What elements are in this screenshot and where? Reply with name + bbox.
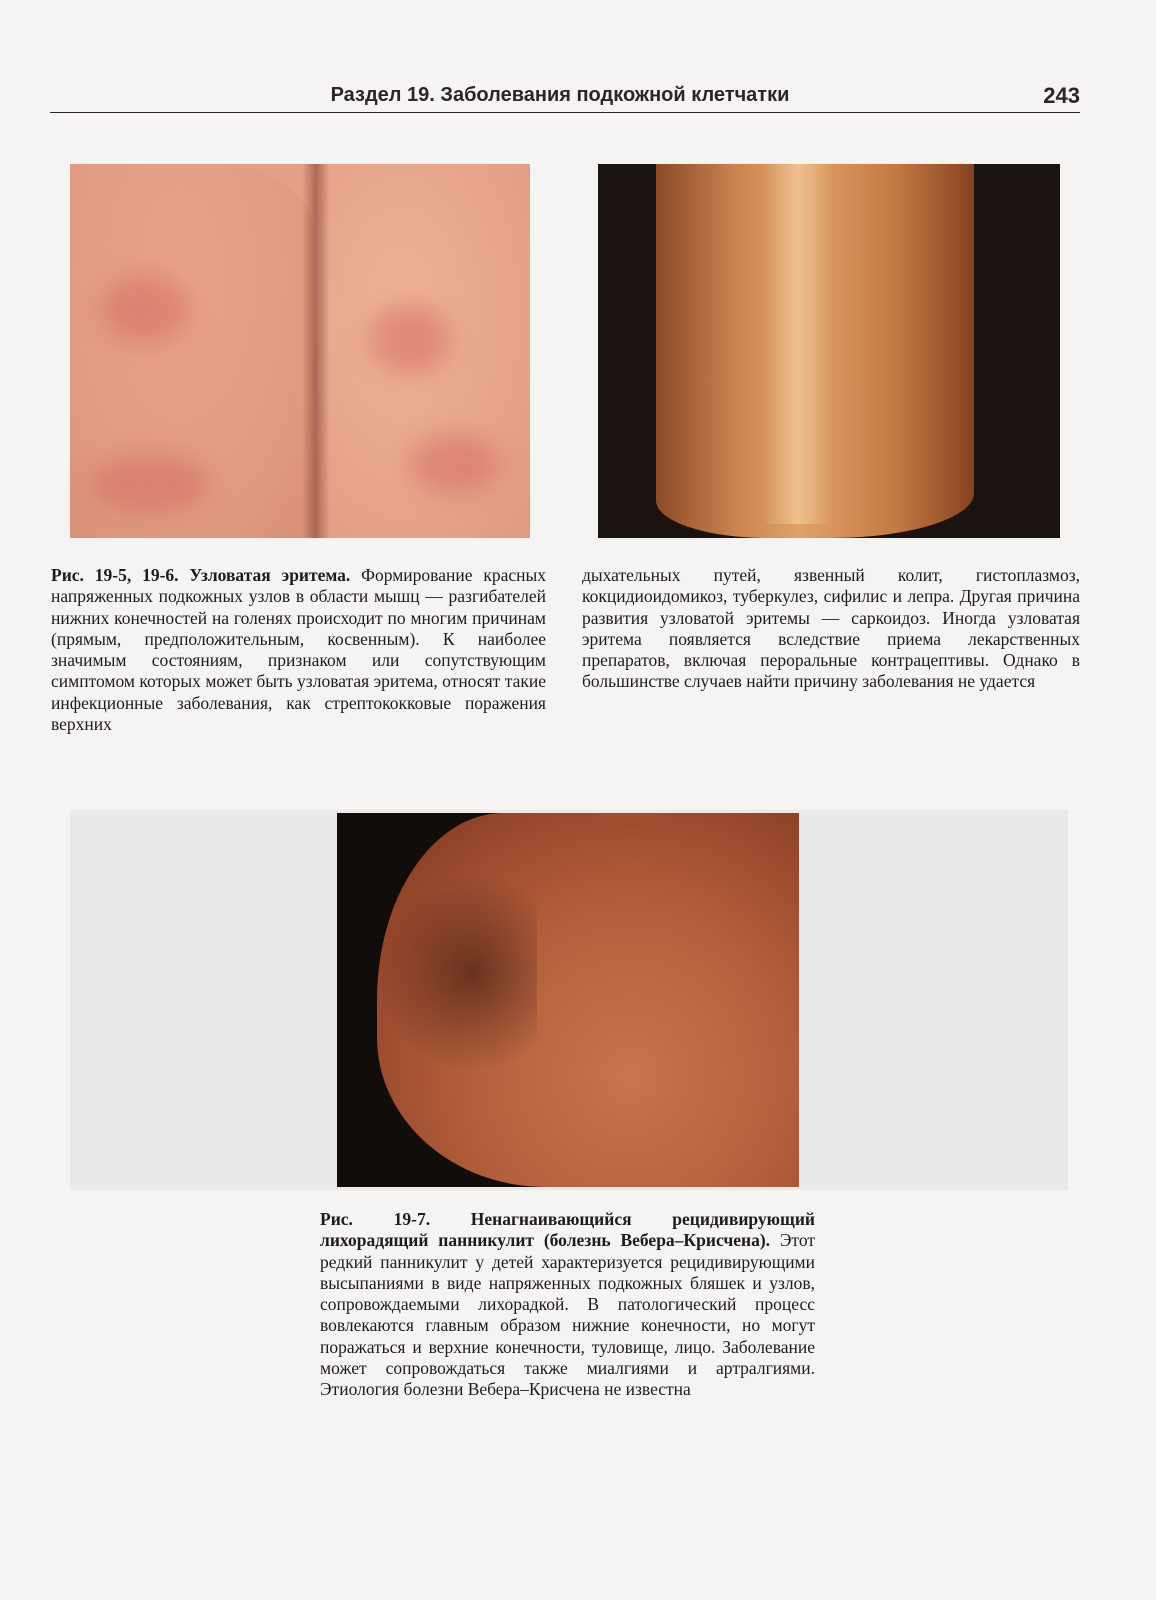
header-rule	[50, 112, 1080, 113]
page-number: 243	[1043, 83, 1080, 108]
skin-shine	[763, 164, 833, 524]
caption-text: Формирование красных напряженных подкожных узлов в области мышц — разгибателей нижних конечностей на голенях происходит по многим причинам (прямым, предположительным, косвенным). К наиболее значимым состояниям, признаком или сопутствующим симптомом которых может быть узловатая эритема, относят такие инфекционные заболевания, как стрептококковые поражения верхних	[51, 565, 546, 735]
caption-19-5-col2	[582, 565, 1080, 693]
erythema-nodule	[100, 274, 190, 344]
figure-19-7-photo	[337, 813, 799, 1187]
erythema-nodule	[410, 434, 500, 494]
caption-19-7	[320, 1209, 815, 1401]
erythema-nodule	[90, 454, 210, 514]
figure-19-6-photo	[598, 164, 1060, 538]
figure-19-5-photo	[70, 164, 530, 538]
leg-gap	[302, 164, 330, 538]
page-header-title: Раздел 19. Заболевания подкожной клетчатки	[330, 84, 790, 106]
caption-text: дыхательных путей, язвенный колит, гистоплазмоз, кокцидиоидомикоз, туберкулез, сифилис и лепра. Другая причина развития узловатой эритемы — саркоидоз. Иногда узловатая эритема появляется вследствие приема лекарственных препаратов, включая пероральные контрацептивы. Однако в большинстве случаев найти причину заболевания не удается	[582, 565, 1080, 692]
caption-text: Этот редкий панникулит у детей характеризуется рецидивирующими высыпаниями в виде напряженных подкожных бляшек и узлов, сопровождаемыми лихорадкой. В патологический процесс вовлекаются главным образом нижние конечности, но могут поражаться и верхние конечности, туловище, лицо. Заболевание может сопровождаться также миалгиями и артралгиями. Этиология болезни Вебера–Крисчена не известна	[320, 1230, 815, 1400]
erythema-nodule	[370, 304, 450, 374]
caption-lead: Рис. 19-7. Ненагнаивающийся рецидивирующий лихорадящий панникулит (болезнь Вебера–Крисчена).	[320, 1209, 815, 1251]
skin-fold	[377, 873, 537, 1073]
caption-19-5-col1	[51, 565, 546, 735]
caption-lead: Рис. 19-5, 19-6. Узловатая эритема.	[51, 565, 351, 585]
